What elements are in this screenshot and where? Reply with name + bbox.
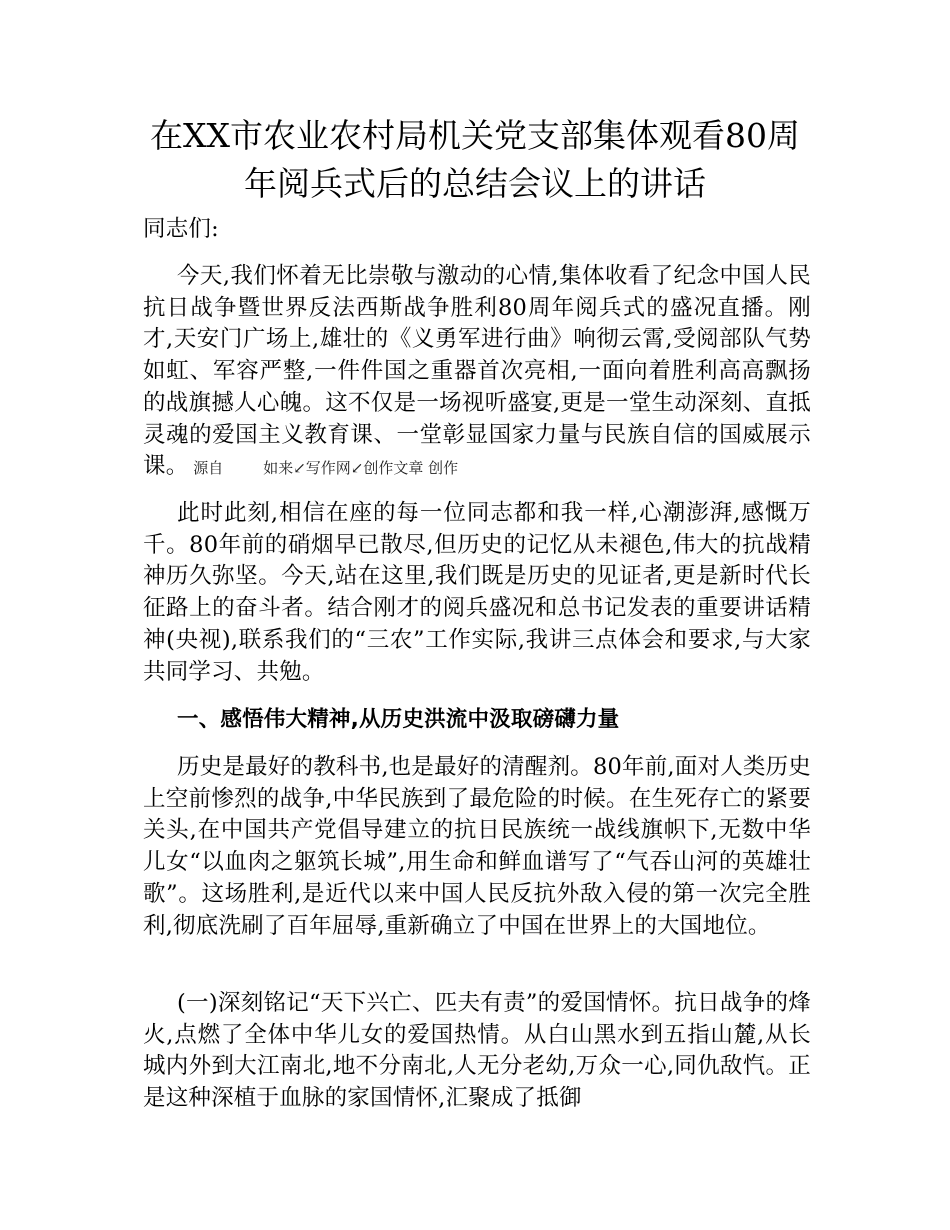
paragraph-1	[143, 261, 811, 485]
source-note-prefix: 源自	[193, 459, 224, 478]
section-heading-1: 一、感悟伟大精神,从历史洪流中汲取磅礴力量	[177, 707, 620, 732]
title-line-2: 年阅兵式后的总结会议上的讲话	[244, 164, 706, 203]
greeting: 同志们:	[143, 216, 219, 242]
paragraph-3: 历史是最好的教科书,也是最好的清醒剂。80年前,面对人类历史上空前惨烈的战争,中华民族到了最危险的时候。在生死存亡的紧要关头,在中国共产党倡导建立的抗日民族统一战线旗帜下,无数中华儿女“以血肉之躯筑长城”,用生命和鲜血谱写了“气吞山河的英雄壮歌”。这场胜利,是近代以来中国人民反抗外敌入侵的第一次完全胜利,彻底洗刷了百年屈辱,重新确立了中国在世界上的大国地位。	[143, 754, 811, 939]
document-title	[130, 112, 820, 208]
source-note	[188, 459, 458, 477]
paragraph-4: (一)深刻铭记“天下兴亡、匹夫有责”的爱国情怀。抗日战争的烽火,点燃了全体中华儿女的爱国热情。从白山黑水到五指山麓,从长城内外到大江南北,地不分南北,人无分老幼,万众一心,同仇敌忾。正是这种深植于血脉的家国情怀,汇聚成了抵御	[143, 990, 811, 1112]
source-note-text: 如来↙写作网↙创作文章 创作	[263, 459, 459, 478]
paragraph-1-text: 今天,我们怀着无比崇敬与激动的心情,集体收看了纪念中国人民抗日战争暨世界反法西斯战争胜利80周年阅兵式的盛况直播。刚才,天安门广场上,雄壮的《义勇军进行曲》响彻云霄,受阅部队气势如虹、军容严整,一件件国之重器首次亮相,一面向着胜利高高飘扬的战旗撼人心魄。这不仅是一场视听盛宴,更是一堂生动深刻、直抵灵魂的爱国主义教育课、一堂彰显国家力量与民族自信的国威展示课。	[143, 263, 811, 480]
title-line-1: 在XX市农业农村局机关党支部集体观看80周	[150, 116, 800, 155]
paragraph-2: 此时此刻,相信在座的每一位同志都和我一样,心潮澎湃,感慨万千。80年前的硝烟早已散尽,但历史的记忆从未褪色,伟大的抗战精神历久弥坚。今天,站在这里,我们既是历史的见证者,更是新时代长征路上的奋斗者。结合刚才的阅兵盛况和总书记发表的重要讲话精神(央视),联系我们的“三农”工作实际,我讲三点体会和要求,与大家共同学习、共勉。	[143, 500, 811, 685]
